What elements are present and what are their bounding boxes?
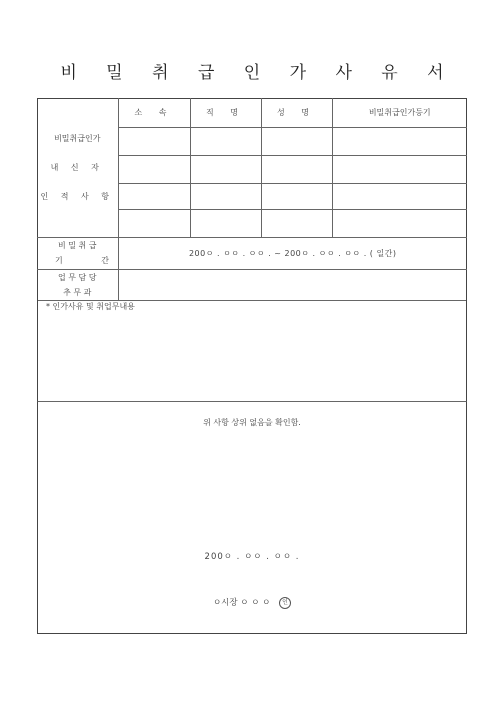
applicant-label-cell (37, 98, 118, 237)
affiliation-cell[interactable] (118, 183, 190, 209)
duty-row (37, 269, 467, 300)
header-affiliation: 소 속 (118, 98, 190, 127)
position-cell[interactable] (190, 209, 261, 237)
position-cell[interactable] (190, 127, 261, 155)
header-authorization-grade: 비밀취급인가등기 (332, 98, 467, 127)
header-row (37, 98, 467, 127)
reason-section[interactable] (37, 299, 467, 402)
applicant-label-line3: 인 적 사 항 (40, 191, 115, 201)
reason-label: * 인가사유 및 취업무내용 (46, 302, 135, 311)
duty-label-line2: 추 무 과 (63, 287, 92, 297)
position-cell[interactable] (190, 155, 261, 183)
signer-name: ㅇ시장 ㅇ ㅇ ㅇ (212, 598, 271, 608)
affiliation-cell[interactable] (118, 155, 190, 183)
duty-label-line1: 업 무 담 당 (57, 272, 97, 282)
grade-cell[interactable] (332, 209, 467, 237)
document-title: 비 밀 취 급 인 가 사 유 서 (60, 63, 456, 83)
duty-value-cell[interactable] (118, 269, 467, 300)
position-cell[interactable] (190, 183, 261, 209)
duty-label-cell (37, 269, 118, 300)
affiliation-cell[interactable] (118, 209, 190, 237)
header-position: 직 명 (190, 98, 261, 127)
grade-cell[interactable] (332, 127, 467, 155)
authorization-form-table (37, 98, 467, 301)
period-value-cell[interactable]: 200ㅇ . ㅇㅇ . ㅇㅇ . ~ 200ㅇ . ㅇㅇ . ㅇㅇ . ( 일간) (118, 237, 467, 269)
applicant-label-line2: 내 신 자 (50, 162, 104, 172)
header-name: 성 명 (261, 98, 332, 127)
period-label-line1: 비 밀 취 급 (57, 241, 97, 250)
period-label-line2: 기 간 (55, 256, 127, 265)
signature-line (37, 596, 467, 609)
period-row (37, 237, 467, 269)
seal-icon: 인 (279, 597, 291, 609)
confirmation-text: 위 사항 상위 없음을 확인함. (203, 418, 301, 427)
affiliation-cell[interactable] (118, 127, 190, 155)
grade-cell[interactable] (332, 183, 467, 209)
period-label-cell (37, 237, 127, 269)
signature-date: 200ㅇ . ㅇㅇ . ㅇㅇ . (204, 552, 300, 562)
applicant-label-line1: 비밀취급인가 (54, 133, 101, 143)
grade-cell[interactable] (332, 155, 467, 183)
name-cell[interactable] (261, 209, 332, 237)
name-cell[interactable] (261, 183, 332, 209)
name-cell[interactable] (261, 155, 332, 183)
name-cell[interactable] (261, 127, 332, 155)
